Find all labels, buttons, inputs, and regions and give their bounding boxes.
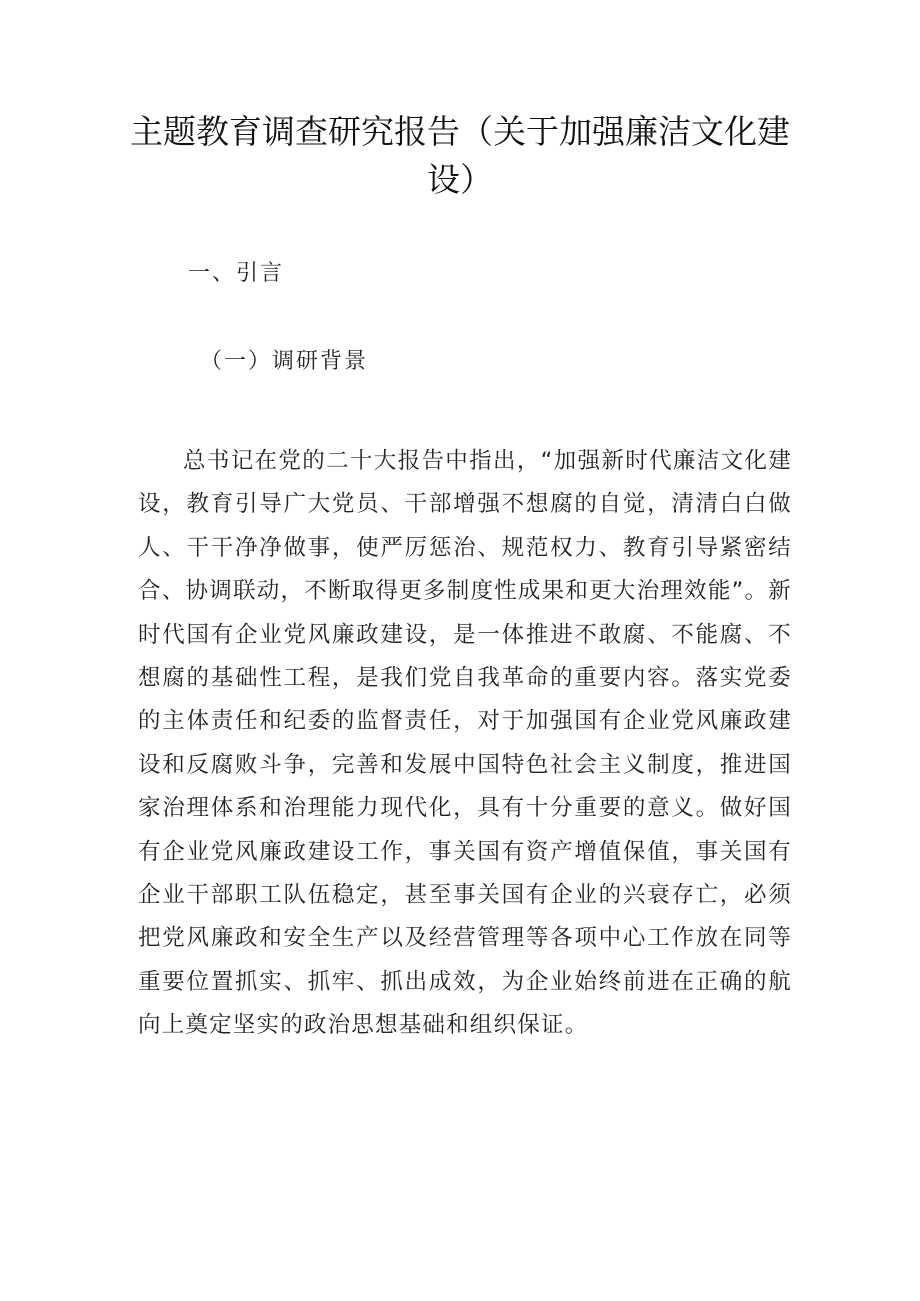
subsection-heading-background: （一）调研背景 [200,349,369,374]
document-title: 主题教育调查研究报告（关于加强廉洁文化建设） [130,112,790,199]
body-paragraph: 总书记在党的二十大报告中指出，“加强新时代廉洁文化建设，教育引导广大党员、干部增强不想腐的自觉，清清白白做人、干干净净做事，使严厉惩治、规范权力、教育引导紧密结合、协调联动，不断取得更多制度性成果和更大治理效能”。新时代国有企业党风廉政建设，是一体推进不敢腐、不能腐、不想腐的基础性工程，是我们党自我革命的重要内容。落实党委的主体责任和纪委的监督责任，对于加强国有企业党风廉政建设和反腐败斗争，完善和发展中国特色社会主义制度，推进国家治理体系和治理能力现代化，具有十分重要的意义。做好国有企业党风廉政建设工作，事关国有资产增值保值，事关国有企业干部职工队伍稳定，甚至事关国有企业的兴衰存亡，必须把党风廉政和安全生产以及经营管理等各项中心工作放在同等重要位置抓实、抓牢、抓出成效，为企业始终前进在正确的航向上奠定坚实的政治思想基础和组织保证。 [138,448,792,1039]
section-heading-introduction: 一、引言 [188,261,285,286]
